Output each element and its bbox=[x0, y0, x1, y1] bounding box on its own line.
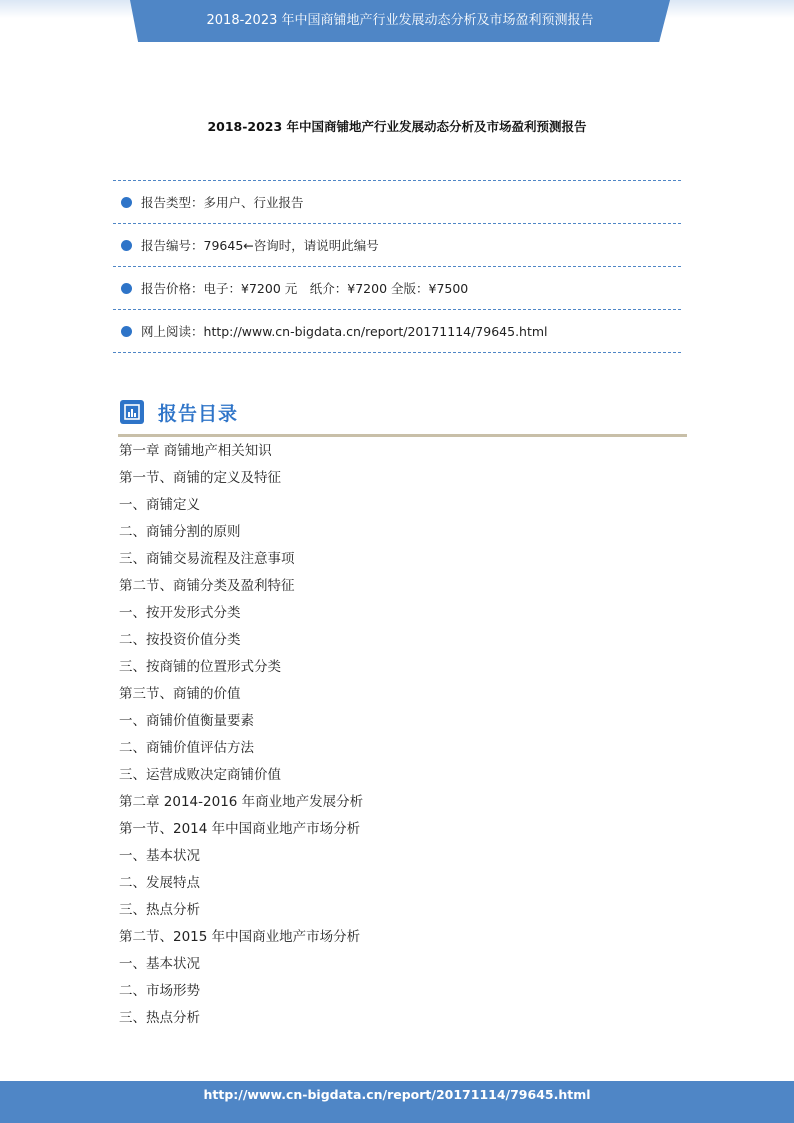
toc-header bbox=[118, 396, 687, 437]
info-label: 报告类型： bbox=[141, 195, 204, 210]
toc-item: 一、基本状况 bbox=[119, 956, 200, 972]
info-row-number bbox=[113, 223, 681, 266]
info-value: 79645←咨询时，请说明此编号 bbox=[203, 238, 379, 253]
toc-item: 第一节、2014 年中国商业地产市场分析 bbox=[119, 821, 361, 837]
toc-item: 三、按商铺的位置形式分类 bbox=[119, 659, 281, 675]
toc-item: 一、商铺定义 bbox=[119, 497, 200, 513]
toc-item: 一、商铺价值衡量要素 bbox=[119, 713, 254, 729]
toc-item: 二、按投资价值分类 bbox=[119, 632, 241, 648]
toc-item: 二、市场形势 bbox=[119, 983, 200, 999]
footer-bar bbox=[0, 1081, 794, 1123]
info-row-price bbox=[113, 266, 681, 309]
toc-item: 第二节、2015 年中国商业地产市场分析 bbox=[119, 929, 361, 945]
info-label: 报告编号： bbox=[141, 238, 204, 253]
top-banner bbox=[0, 0, 794, 44]
toc-item: 第一节、商铺的定义及特征 bbox=[119, 470, 281, 486]
bar-chart-icon bbox=[120, 400, 144, 424]
toc-item: 三、运营成败决定商铺价值 bbox=[119, 767, 281, 783]
toc-item: 二、商铺价值评估方法 bbox=[119, 740, 254, 756]
report-info-box bbox=[113, 180, 681, 353]
toc-item: 三、商铺交易流程及注意事项 bbox=[119, 551, 295, 567]
footer-url-link[interactable]: http://www.cn-bigdata.cn/report/20171114/79645.html bbox=[203, 1087, 591, 1102]
info-label: 报告价格： bbox=[141, 281, 204, 296]
toc-item: 一、按开发形式分类 bbox=[119, 605, 241, 621]
toc-item: 二、商铺分割的原则 bbox=[119, 524, 241, 540]
bullet-icon bbox=[121, 283, 132, 294]
bullet-icon bbox=[121, 197, 132, 208]
toc-item: 第三节、商铺的价值 bbox=[119, 686, 241, 702]
online-link[interactable]: http://www.cn-bigdata.cn/report/20171114/79645.html bbox=[203, 323, 548, 339]
info-label: 网上阅读： bbox=[141, 324, 204, 339]
toc-list bbox=[119, 438, 679, 1032]
bullet-icon bbox=[121, 240, 132, 251]
document-title: 2018-2023 年中国商铺地产行业发展动态分析及市场盈利预测报告 bbox=[207, 119, 587, 134]
info-value: 多用户、行业报告 bbox=[203, 195, 304, 210]
info-row-type bbox=[113, 180, 681, 223]
toc-item: 第二节、商铺分类及盈利特征 bbox=[119, 578, 295, 594]
toc-item: 一、基本状况 bbox=[119, 848, 200, 864]
toc-item: 第一章 商铺地产相关知识 bbox=[119, 443, 272, 459]
banner-title: 2018-2023 年中国商铺地产行业发展动态分析及市场盈利预测报告 bbox=[206, 13, 594, 28]
info-row-online bbox=[113, 309, 681, 353]
info-value: 电子：¥7200 元 纸介：¥7200 全版：¥7500 bbox=[203, 281, 469, 296]
bullet-icon bbox=[121, 326, 132, 337]
toc-item: 二、发展特点 bbox=[119, 875, 200, 891]
toc-item: 第二章 2014-2016 年商业地产发展分析 bbox=[119, 794, 364, 810]
toc-title: 报告目录 bbox=[158, 403, 239, 425]
toc-item: 三、热点分析 bbox=[119, 1010, 200, 1026]
toc-item: 三、热点分析 bbox=[119, 902, 200, 918]
